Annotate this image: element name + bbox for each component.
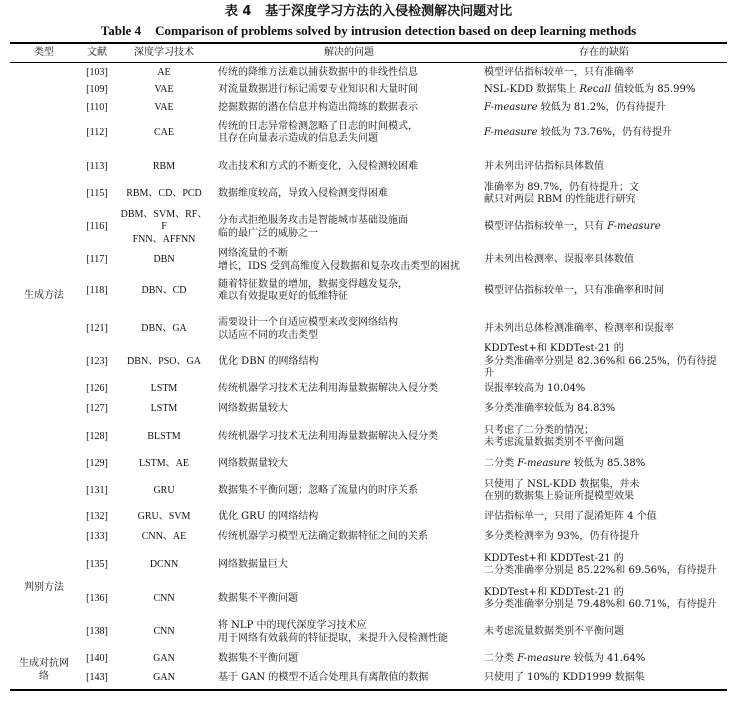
problem-cell: 网络数据量巨大	[218, 558, 288, 570]
problem-cell: 分布式拒绝服务攻击是智能城市基础设施面 临的最广泛的威胁之一	[218, 215, 408, 239]
reference-cell: [129]	[86, 458, 108, 470]
technique-cell: DBN、PSO、GA	[127, 355, 201, 367]
header-reference: 文献	[87, 47, 107, 58]
technique-cell: DBN、GA	[141, 323, 187, 335]
reference-cell: [121]	[86, 323, 108, 335]
category-label: 判别方法	[24, 582, 64, 593]
technique-cell: GAN	[153, 653, 175, 665]
problem-cell: 攻击技术和方式的不断变化，入侵检测较困难	[218, 160, 418, 172]
reference-cell: [113]	[86, 160, 108, 172]
technique-cell: VAE	[154, 84, 174, 96]
reference-cell: [126]	[86, 382, 108, 394]
technique-cell: DBN、CD	[141, 284, 187, 296]
problem-cell: 将 NLP 中的现代深度学习技术应 用于网络有效载荷的特征提取，来提升入侵检测性能	[218, 620, 448, 644]
problem-cell: 需要设计一个自适应模型来改变网络结构 以适应不同的攻击类型	[218, 317, 398, 341]
reference-cell: [135]	[86, 558, 108, 570]
table-row	[0, 65, 737, 81]
reference-cell: [131]	[86, 484, 108, 496]
table-row	[0, 669, 737, 687]
problem-cell: 传统的降维方法难以捕获数据中的非线性信息	[218, 66, 418, 78]
problem-cell: 网络数据量较大	[218, 402, 288, 414]
header-defect: 存在的缺陷	[579, 47, 629, 58]
header-problem: 解决的问题	[324, 47, 374, 58]
technique-cell: GRU、SVM	[137, 511, 191, 523]
reference-cell: [128]	[86, 430, 108, 442]
caption-en-label: Table 4	[100, 23, 142, 38]
table-header	[0, 44, 737, 61]
reference-cell: [138]	[86, 626, 108, 638]
problem-cell: 数据维度较高，导致入侵检测变得困难	[218, 187, 388, 199]
table-row	[0, 343, 737, 380]
table-row	[0, 82, 737, 99]
problem-cell: 传统机器学习技术无法利用海量数据解决入侵分类	[218, 382, 438, 394]
technique-cell: GRU	[153, 484, 175, 496]
defect-cell: 二分类 F-measure 较低为 85.38%	[484, 458, 646, 470]
table-row	[0, 208, 737, 245]
table-row	[0, 248, 737, 273]
problem-cell: 挖掘数据的潜在信息并构造出简练的数据表示	[218, 102, 418, 114]
problem-cell: 传统机器学习模型无法确定数据特征之间的关系	[218, 531, 428, 543]
table-caption-en	[0, 23, 737, 39]
defect-cell: 误报率较高为 10.04%	[484, 382, 586, 394]
defect-cell: 模型评估指标较单一，只有准确率和时间	[484, 284, 664, 296]
technique-cell: AE	[157, 66, 171, 78]
technique-cell: BLSTM	[147, 430, 181, 442]
reference-cell: [136]	[86, 592, 108, 604]
defect-cell: 只使用了 10%的 KDD1999 数据集	[484, 671, 645, 683]
table-row	[0, 584, 737, 614]
table-row	[0, 158, 737, 176]
header-technique: 深度学习技术	[134, 47, 194, 58]
caption-zh-label: 表 4	[224, 4, 252, 19]
technique-cell: GAN	[153, 671, 175, 683]
table-caption-zh	[0, 4, 737, 20]
reference-cell: [117]	[86, 254, 108, 266]
table-row	[0, 276, 737, 306]
reference-cell: [112]	[86, 126, 108, 138]
caption-zh-title: 基于深度学习方法的入侵检测解决问题对比	[265, 4, 513, 19]
table-row	[0, 180, 737, 208]
reference-cell: [127]	[86, 402, 108, 414]
reference-cell: [115]	[86, 187, 108, 199]
defect-cell: KDDTest+和 KDDTest-21 的 多分类准确率分别是 82.36%和 66.25%，仍有待提升	[484, 343, 717, 380]
header-type: 类型	[34, 47, 54, 58]
defect-cell: 并未列出检测率、误报率具体数值	[484, 254, 634, 266]
problem-cell: 传统机器学习技术无法利用海量数据解决入侵分类	[218, 430, 438, 442]
problem-cell: 传统的日志异常检测忽略了日志的时间模式， 且存在向量表示造成的信息丢失问题	[218, 120, 418, 144]
defect-cell: 并未列出总体检测准确率、检测率和误报率	[484, 323, 674, 335]
technique-cell: CAE	[154, 126, 174, 138]
table-row	[0, 509, 737, 526]
problem-cell: 优化 DBN 的网络结构	[218, 355, 319, 367]
defect-cell: NSL-KDD 数据集上 Recall 值较低为 85.99%	[484, 84, 696, 96]
defect-cell: 多分类准确率较低为 84.83%	[484, 402, 616, 414]
problem-cell: 随着特征数量的增加，数据变得越发复杂， 难以有效提取更好的低维特征	[218, 278, 408, 302]
problem-cell: 优化 GRU 的网络结构	[218, 511, 319, 523]
defect-cell: 未考虑流量数据类别不平衡问题	[484, 626, 624, 638]
defect-cell: 多分类检测率为 93%，仍有待提升	[484, 531, 640, 543]
table-row	[0, 616, 737, 649]
reference-cell: [123]	[86, 355, 108, 367]
defect-cell: 评估指标单一，只用了混淆矩阵 4 个值	[484, 511, 657, 523]
technique-cell: RBM、CD、PCD	[126, 187, 202, 199]
technique-cell: CNN	[153, 626, 175, 638]
category-label: 生成方法	[24, 289, 64, 301]
technique-cell: VAE	[154, 102, 174, 114]
reference-cell: [110]	[86, 102, 108, 114]
problem-cell: 对流量数据进行标记需要专业知识和大量时间	[218, 84, 418, 96]
defect-cell: 准确率为 89.7%，仍有待提升；文 献只对两层 RBM 的性能进行研究	[484, 181, 639, 205]
table-row	[0, 400, 737, 418]
reference-cell: [133]	[86, 531, 108, 543]
defect-cell: 并未列出评估指标具体数值	[484, 160, 604, 172]
bottom-rule	[10, 689, 727, 691]
reference-cell: [116]	[86, 221, 108, 233]
defect-cell: 只考虑了二分类的情况； 未考虑流量数据类别不平衡问题	[484, 424, 624, 448]
reference-cell: [103]	[86, 66, 108, 78]
reference-cell: [140]	[86, 653, 108, 665]
table-row	[0, 474, 737, 508]
reference-cell: [109]	[86, 84, 108, 96]
header-rule	[10, 62, 727, 63]
table-row	[0, 651, 737, 668]
table-row	[0, 312, 737, 347]
technique-cell: CNN	[153, 592, 175, 604]
reference-cell: [132]	[86, 511, 108, 523]
table-row	[0, 380, 737, 398]
defect-cell: 模型评估指标较单一，只有准确率	[484, 66, 634, 78]
defect-cell: KDDTest+和 KDDTest-21 的 二分类准确率分别是 85.22%和 69.56%，有待提升	[484, 552, 717, 576]
defect-cell: F-measure 较低为 81.2%，仍有待提升	[484, 102, 666, 114]
problem-cell: 网络数据量较大	[218, 458, 288, 470]
defect-cell: 二分类 F-measure 较低为 41.64%	[484, 653, 646, 665]
defect-cell: KDDTest+和 KDDTest-21 的 多分类准确率分别是 79.48%和 60.71%，有待提升	[484, 586, 717, 610]
table-row	[0, 456, 737, 473]
defect-cell: 模型评估指标较单一，只有 F-measure	[484, 221, 661, 233]
table-row	[0, 548, 737, 582]
problem-cell: 网络流量的不断 增长，IDS 受到高维度入侵数据和复杂攻击类型的困扰	[218, 248, 460, 272]
technique-cell: CNN、AE	[141, 531, 187, 543]
category-label: 生成对抗网 络	[19, 658, 69, 682]
technique-cell: LSTM	[150, 402, 178, 414]
table-row	[0, 100, 737, 117]
problem-cell: 基于 GAN 的模型不适合处理具有离散值的数据	[218, 671, 429, 683]
technique-cell: DBN	[153, 254, 175, 266]
technique-cell: LSTM	[150, 382, 178, 394]
reference-cell: [118]	[86, 284, 108, 296]
problem-cell: 数据集不平衡问题；忽略了流量内的时序关系	[218, 484, 418, 496]
technique-cell: DBM、SVM、RF、F FNN、AFFNN	[120, 208, 208, 245]
caption-en-title: Comparison of problems solved by intrusion detection based on deep learning methods	[155, 23, 637, 38]
reference-cell: [143]	[86, 671, 108, 683]
table-row	[0, 420, 737, 454]
table-row	[0, 529, 737, 546]
table-row	[0, 119, 737, 147]
technique-cell: DCNN	[149, 558, 179, 570]
technique-cell: RBM	[152, 160, 176, 172]
problem-cell: 数据集不平衡问题	[218, 653, 298, 665]
defect-cell: F-measure 较低为 73.76%，仍有待提升	[484, 126, 673, 138]
problem-cell: 数据集不平衡问题	[218, 592, 298, 604]
technique-cell: LSTM、AE	[139, 458, 189, 470]
defect-cell: 只使用了 NSL-KDD 数据集，并未 在别的数据集上验证所提模型效果	[484, 478, 640, 502]
